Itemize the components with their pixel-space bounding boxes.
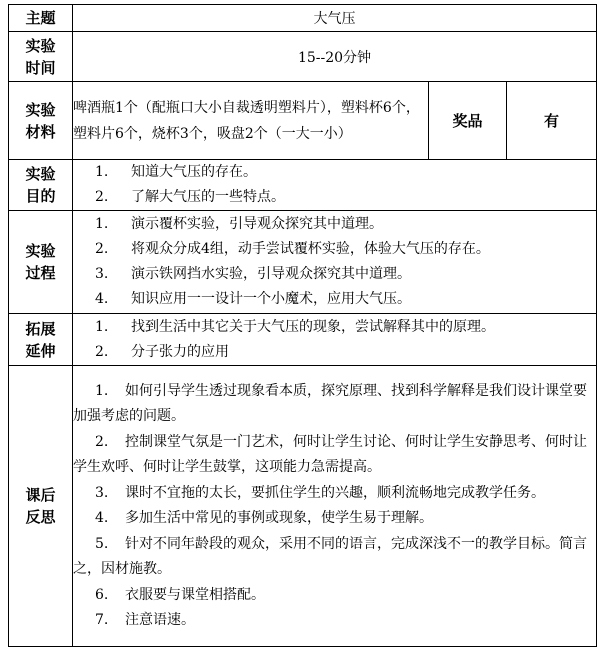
prize-label: 奖品 bbox=[429, 82, 507, 160]
extension-list bbox=[73, 314, 597, 366]
process-row bbox=[9, 211, 597, 314]
purpose-row bbox=[9, 160, 597, 211]
topic-label: 主题 bbox=[9, 5, 73, 32]
prize-value: 有 bbox=[507, 82, 597, 160]
list-item: 1. 知道大气压的存在。 bbox=[95, 164, 257, 180]
reflection-label: 课后 反思 bbox=[9, 366, 73, 647]
extension-label: 拓展 延伸 bbox=[9, 314, 73, 366]
reflection-list bbox=[73, 366, 597, 647]
extension-row bbox=[9, 314, 597, 366]
time-value: 15--20分钟 bbox=[73, 32, 597, 82]
list-item: 1. 如何引导学生透过现象看本质，探究原理、找到科学解释是我们设计课堂要加强考虑的问题。 bbox=[73, 382, 587, 424]
topic-value: 大气压 bbox=[73, 5, 597, 32]
time-label: 实验 时间 bbox=[9, 32, 73, 82]
process-list bbox=[73, 211, 597, 314]
lesson-plan-table bbox=[8, 4, 597, 647]
topic-row bbox=[9, 5, 597, 32]
list-item: 3. 课时不宜拖的太长，要抓住学生的兴趣，顺利流畅地完成教学任务。 bbox=[95, 484, 545, 501]
materials-label: 实验 材料 bbox=[9, 82, 73, 160]
materials-value: 啤酒瓶1个（配瓶口大小自裁透明塑料片），塑料杯6个，塑料片6个，烧杯3个，吸盘2个（一大一小） bbox=[73, 82, 429, 160]
list-item: 4. 知识应用一一设计一个小魔术，应用大气压。 bbox=[95, 291, 411, 307]
list-item: 1. 演示覆杯实验，引导观众探究其中道理。 bbox=[95, 216, 383, 232]
list-item: 2. 控制课堂气氛是一门艺术，何时让学生讨论、何时让学生安静思考、何时让学生欢呼、何时让学生鼓掌，这项能力急需提高。 bbox=[73, 433, 587, 475]
list-item: 2. 将观众分成4组，动手尝试覆杯实验，体验大气压的存在。 bbox=[95, 241, 490, 257]
reflection-row bbox=[9, 366, 597, 647]
purpose-label: 实验 目的 bbox=[9, 160, 73, 211]
materials-row bbox=[9, 82, 597, 160]
process-label: 实验 过程 bbox=[9, 211, 73, 314]
list-item: 6. 衣服要与课堂相搭配。 bbox=[95, 586, 265, 603]
list-item: 4. 多加生活中常见的事例或现象，使学生易于理解。 bbox=[95, 510, 433, 526]
list-item: 2. 分子张力的应用 bbox=[95, 343, 229, 360]
list-item: 5. 针对不同年龄段的观众，采用不同的语言，完成深浅不一的教学目标。简言之，因材施教。 bbox=[73, 535, 587, 577]
list-item: 2. 了解大气压的一些特点。 bbox=[95, 189, 285, 205]
list-item: 7. 注意语速。 bbox=[95, 612, 195, 628]
list-item: 3. 演示铁网挡水实验，引导观众探究其中道理。 bbox=[95, 266, 411, 282]
purpose-list bbox=[73, 160, 597, 211]
list-item: 1. 找到生活中其它关于大气压的现象，尝试解释其中的原理。 bbox=[95, 318, 495, 335]
time-row bbox=[9, 32, 597, 82]
